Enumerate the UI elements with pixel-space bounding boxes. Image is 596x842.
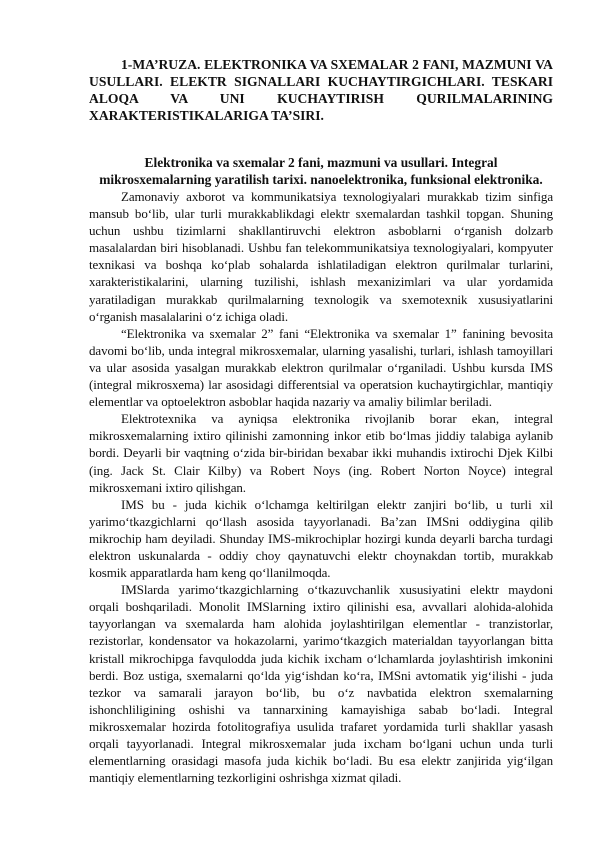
section-title: Elektronika va sxemalar 2 fani, mazmuni va usullari. Integral mikrosxemalarning yaratilish tarixi. nanoelektronika, funksional elektronika. <box>99 155 543 187</box>
paragraph-5: IMSlarda yarimo‘tkazgichlarning o‘tkazuvchanlik xususiyatini elektr maydoni orqali boshqariladi. Monolit IMSlarning ixtiro qilinishi esa, avvallari alohida-alohida tayyorlangan va sxemalarda ham alohida joylashtirilgan elementlar - tranzistorlar, rezistorlar, kondensator va hokazolarni, yarimo‘tkazgich materialdan tayyorlangan bitta kristall mikrochipga favqulodda juda kichik ixcham o‘lchamlarda joylashtirish imkonini berdi. Boz ustiga, sxemalarni qo‘lda yig‘ishdan ko‘ra, IMSni avtomatik yig‘ilishi - juda tezkor va samarali jarayon bo‘lib, bu o‘z navbatida elektron sxemalarning ishonchliligining oshishi va tannarxining kamayishiga sabab bo‘ladi. Integral mikrosxemalar hozirda fotolitografiya usulida trafaret yordamida turli shakllar yasash orqali tayyorlanadi. Integral mikrosxemalar juda ixcham bo‘lgani uchun unda turli elementlarning orasidagi masofa juda kichik bo‘ladi. Bu esa elektr zanjirida yig‘ilgan mantiqiy elementlarning tezkorligini oshrishga xizmat qiladi. <box>89 582 553 786</box>
paragraph-1: Zamonaviy axborot va kommunikatsiya texnologiyalari murakkab tizim sinfiga mansub bo‘lib, ular turli murakkablikdagi elektr sxemalardan tashkil topgan. Shuning uchun ushbu tizimlarni shakllantiruvchi elektron asboblarni o‘rganish dolzarb masalalardan biri hisoblanadi. Ushbu fan telekommunikatsiya texnologiyalari, kompyuter texnikasi va boshqa ko‘plab sohalarda ishlatiladigan elektron qurilmalar turlarini, xarakteristikalarini, ularning tuzilishi, ishlash mexanizimlari va ular yordamida yaratiladigan murakkab qurilmalarning texnologik va sxemotexnik xususiyatlarini o‘rganish masalalarini o‘z ichiga oladi. <box>89 189 553 324</box>
paragraph-3: Elektrotexnika va ayniqsa elektronika rivojlanib borar ekan, integral mikrosxemalarning ixtiro qilinishi zamonning inkor etib bo‘lmas jiddiy talabiga aylanib bordi. Deyarli bir vaqtning o‘zida bir-biridan bexabar ikki muhandis ixtirochi Djek Kilbi (ing. Jack St. Clair Kilby) va Robert Noys (ing. Robert Norton Noyce) integral mikrosxemani ixtiro qilishgan. <box>89 411 553 495</box>
lecture-title: 1-MA’RUZA. ELEKTRONIKA VA SXEMALAR 2 FANI, MAZMUNI VA USULLARI. ELEKTR SIGNALLARI KUCHAYTIRGICHLARI. TESKARI ALOQA VA UNI KUCHAYTIRISH QURILMALARINING XARAKTERISTIKALARIGA TA’SIRI. <box>89 57 553 123</box>
paragraph-2: “Elektronika va sxemalar 2” fani “Elektronika va sxemalar 1” fanining bevosita davomi bo‘lib, unda integral mikrosxemalar, ularning yasalishi, turlari, ishlash tamoyillari va ular asosida yasalgan murakkab elektron qurilmalar o‘rganiladi. Ushbu kursda IMS (integral mikrosxema) lar asosidagi differentsial va operatsion kuchaytirgichlar, mantiqiy elementlar va optoelektron asboblar haqida nazariy va amaliy bilimlar beriladi. <box>89 325 553 410</box>
paragraph-4: IMS bu - juda kichik o‘lchamga keltirilgan elektr zanjiri bo‘lib, u turli xil yarimo‘tkazgichlarni qo‘llash asosida tayyorlanadi. Ba’zan IMSni oddiygina qilib mikrochip ham deyiladi. Shunday IMS-mikrochiplar hozirgi kunda deyarli barcha turdagi elektron uskunalarda - oddiy choy qaynatuvchi elektr choynakdan tortib, murakkab kosmik apparatlarda ham keng qo‘llanilmoqda. <box>89 496 553 581</box>
document-page <box>89 56 553 786</box>
